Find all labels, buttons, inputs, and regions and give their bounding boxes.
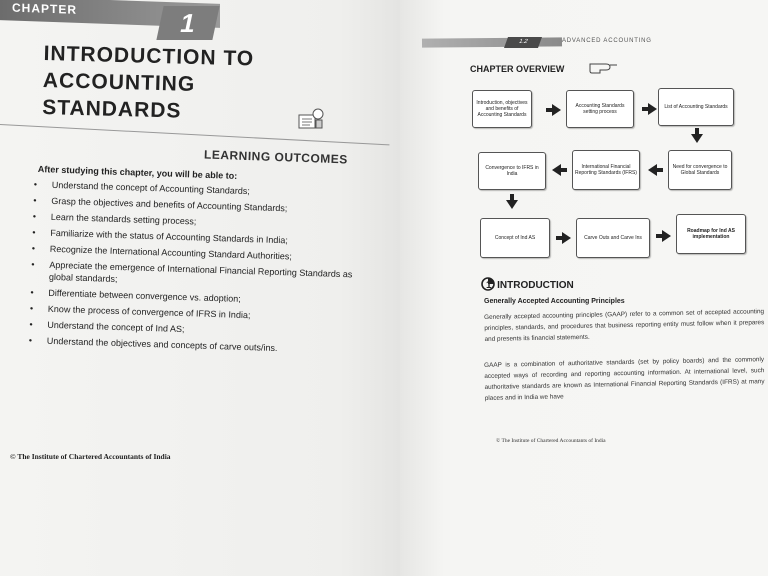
list-item-text: Understand the objectives and concepts of carve outs/ins.: [46, 335, 278, 354]
list-item: • Understand the concept of Ind AS;: [29, 319, 185, 335]
overview-box-need-for-convergence: Need for convergence to Global Standards: [668, 150, 732, 190]
list-item-text: Know the process of convergence of IFRS in India;: [47, 303, 251, 321]
list-item: • Grasp the objectives and benefits of Accounting Standards;: [33, 195, 288, 214]
list-item-text: Understand the concept of Accounting Standards;: [51, 179, 250, 197]
flow-arrow-right: [562, 232, 571, 244]
overview-box-ind-as: Concept of Ind AS: [480, 218, 550, 258]
book-icon: [298, 108, 324, 130]
header-title: ADVANCED ACCOUNTING: [562, 38, 652, 44]
flow-arrow-down: [506, 200, 518, 209]
subsection-heading: Generally Accepted Accounting Principles: [484, 298, 625, 305]
chapter-number: 1: [156, 6, 219, 40]
flow-arrow-left: [648, 164, 657, 176]
list-item-text: Differentiate between convergence vs. adoption;: [48, 287, 241, 304]
overview-box-convergence-india: Convergence to IFRS in India: [478, 152, 546, 190]
overview-box-setting-process: Accounting Standards setting process: [566, 90, 634, 128]
overview-box-carve-outs-ins: Carve Outs and Carve Ins: [576, 218, 650, 258]
flow-arrow-right: [648, 103, 657, 115]
chapter-title: [42, 40, 255, 126]
list-item: • Recognize the International Accounting Standard Authorities;: [31, 243, 292, 262]
page-footer: © The Institute of Chartered Accountants of India: [10, 452, 171, 461]
learning-outcomes-list: [19, 178, 364, 361]
chapter-overview-heading: CHAPTER OVERVIEW: [470, 64, 565, 74]
paragraph: Generally accepted accounting principles (GAAP) refer to a common set of accepted accounting principles, standards, and procedures that business reporting entity must follow when it prepares and presents its financial statements.: [484, 308, 765, 343]
list-item-text: Familiarize with the status of Accounting Standards in India;: [50, 227, 288, 246]
pointing-hand-icon: [588, 60, 618, 74]
header-page-number: 1.2: [504, 37, 542, 48]
page-footer: © The Institute of Chartered Accountants of India: [496, 438, 606, 444]
list-item: • Differentiate between convergence vs. adoption;: [30, 287, 241, 304]
section-heading: 1. INTRODUCTION: [486, 280, 574, 291]
overview-box-ifrs: International Financial Reporting Standards (IFRS): [572, 150, 640, 190]
flow-arrow-down: [691, 134, 703, 143]
chapter-title-line: ACCOUNTING: [42, 68, 196, 96]
list-item-text: Grasp the objectives and benefits of Accounting Standards;: [51, 195, 288, 214]
list-item: • Familiarize with the status of Accounting Standards in India;: [32, 227, 288, 246]
list-item-text: Appreciate the emergence of International Financial Reporting Standards as global standards;: [48, 259, 353, 284]
list-item-text: Understand the concept of Ind AS;: [47, 319, 185, 335]
overview-box-introduction: Introduction, objectives and benefits of Accounting Standards: [472, 90, 532, 128]
list-item: • Learn the standards setting process;: [32, 211, 197, 227]
flow-arrow-left: [552, 164, 561, 176]
chapter-label: CHAPTER: [12, 0, 78, 17]
overview-box-roadmap: Roadmap for Ind AS implementation: [676, 214, 746, 254]
chapter-title-line: INTRODUCTION TO: [43, 41, 255, 71]
flow-arrow-right: [662, 230, 671, 242]
list-item-text: Learn the standards setting process;: [50, 211, 197, 227]
paragraph: GAAP is a combination of authoritative standards (set by policy boards) and the commonly accepted ways of recording and reporting accounting information. At international level, such authoritative standards are known as International Financial Reporting Standards (IFRS) at many places and in India we have: [484, 356, 765, 402]
learning-outcomes-heading: LEARNING OUTCOMES: [203, 147, 349, 167]
right-page: [400, 0, 768, 576]
list-item: • Appreciate the emergence of International Financial Reporting Standards as global standards;: [31, 259, 353, 284]
chapter-title-line: STANDARDS: [41, 95, 182, 123]
overview-box-list-of-standards: List of Accounting Standards: [658, 88, 734, 126]
list-item: • Know the process of convergence of IFRS in India;: [29, 303, 251, 321]
list-item: • Understand the objectives and concepts of carve outs/ins.: [28, 335, 278, 354]
learning-outcomes-intro: After studying this chapter, you will be able to:: [37, 164, 238, 181]
list-item: • Understand the concept of Accounting Standards;: [33, 179, 250, 197]
title-divider: [0, 124, 389, 145]
list-item-text: Recognize the International Accounting Standard Authorities;: [49, 243, 292, 262]
flow-arrow-right: [552, 104, 561, 116]
